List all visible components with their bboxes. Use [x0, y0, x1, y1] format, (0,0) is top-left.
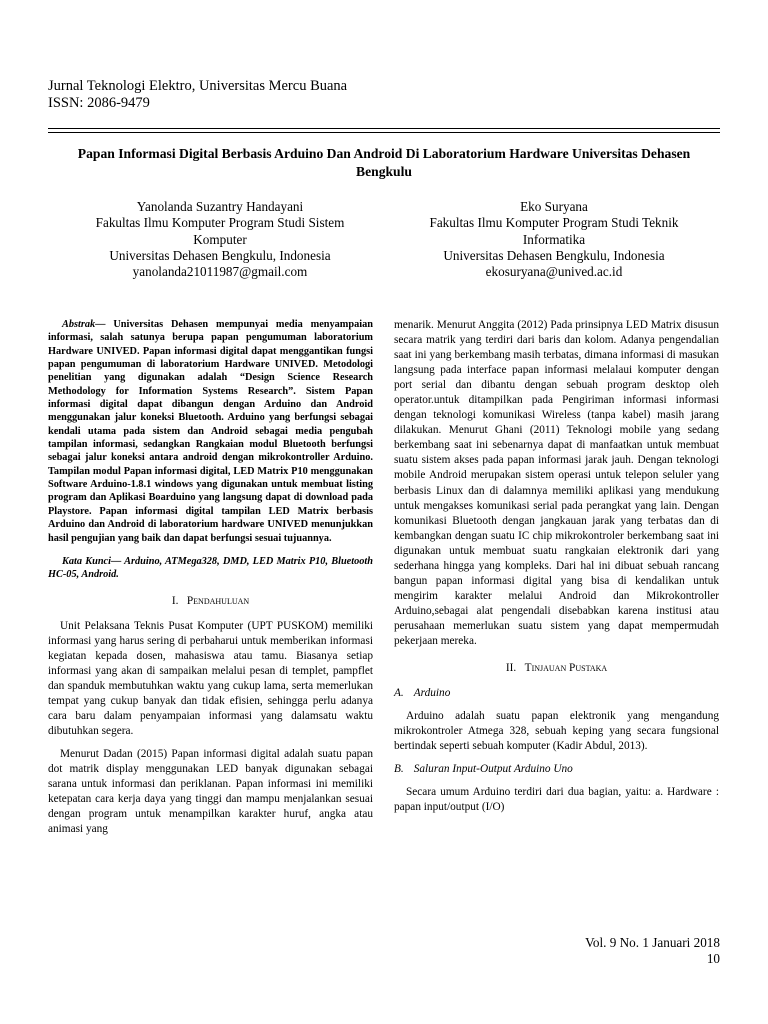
keywords-text: Arduino, ATMega328, DMD, LED Matrix P10, Bluetooth HC-05, Android.: [48, 555, 373, 581]
page-footer: [585, 935, 720, 967]
section-title: Pendahuluan: [186, 594, 250, 607]
abstract-label: Abstrak—: [62, 319, 106, 330]
paragraph: Unit Pelaksana Teknis Pusat Komputer (UPT PUSKOM) memiliki informasi yang harus sering di perbaharui untuk memberikan informasi kegiatan kepada dosen, mahasiswa atau tamu. Biasanya setiap informasi yang akan di sampaikan melalui pesan di templet, pampflet dan spanduk membutuhkan waktu yang cukup lama, serta memerlukan tempat yang cukup banyak dan tidak efisien, sehingga perlu adanya cara baru dalam penyampaian informasi yang dalamsatu waktu dibutuhkan segera.: [48, 619, 373, 737]
footer-volume: Vol. 9 No. 1 Januari 2018: [585, 935, 720, 950]
right-column: [394, 318, 719, 823]
section-number: I.: [171, 594, 179, 607]
author-affiliation: Komputer: [193, 231, 247, 247]
paragraph: Secara umum Arduino terdiri dari dua bagian, yaitu: a. Hardware : papan input/output (I/O): [394, 786, 719, 814]
author-university: Universitas Dehasen Bengkulu, Indonesia: [443, 247, 665, 263]
paragraph: Menurut Dadan (2015) Papan informasi digital adalah suatu papan dot matrik display menggunakan LED banyak digunakan sebagai sarana untuk informasi dan periklanan. Papan informasi ini memiliki ketepatan cara kerja daya yang tinggi dan mampu menjalankan sesuai dengan program untuk menampilkan karakter huruf, angka atau animasi yang: [48, 747, 373, 836]
journal-issn: ISSN: 2086-9479: [48, 95, 150, 111]
header-rule-bottom: [48, 132, 720, 133]
abstract: [48, 318, 373, 545]
author-block-2: [404, 199, 704, 280]
journal-header: [48, 78, 347, 112]
keywords: [48, 555, 373, 582]
paragraph: menarik. Menurut Anggita (2012) Pada prinsipnya LED Matrix disusun secara matrik yang terdiri dari baris dan kolom. Adanya pengendalian saat ini yang berkembang masih terbatas, dimana informasi di masukan langsung pada interface papan informasi melalaui komputer dengan port serial dan dibantu dengan sebuah program desktop oleh operator.untuk ditampilkan pada Pengiriman informasi informasi dengan teknologi komunikasi Wireless (tanpa kabel) masih jarang dilakukan. Menurut Ghani (2011) Teknologi mobile yang sedang berkembang saat ini sebenarnya dapat di manfaatkan untuk membuat suatu sistem akses pada papan informasi jarak jauh. Dengan teknologi mobile Android merupakan sistem operasi untuk telepon seluler yang berbasis Linux dan di dalamnya memiliki aplikasi yang mendukung untuk mengakses komunikasi serial pada perangkat yang lain. Dengan komunikasi Bluetooth dengan jangkauan jarak yang terbatas dan di kembangkan dengan suatu IC chip mikrokontroler berkembang saat ini digunakan untuk membuat suatu rangkaian elektronik dari yang sederhana hingga yang kompleks. Dari hal ini dibuat sebuah rancang bangun papan informasi digital yang bisa di kendalikan untuk mengirim karakter melalui Android dan Mikrokontroller Arduino,sebagai alat pengendali disebabkan karena institusi atau perusahaan memerlukan suatu sistem yang dapat mempermudah pekerjaan mereka.: [394, 319, 719, 647]
subsection-number: A.: [394, 687, 404, 700]
subsection-heading-b: [394, 762, 719, 777]
page-number: 10: [706, 951, 720, 966]
author-affiliation: Fakultas Ilmu Komputer Program Studi Teknik: [429, 215, 679, 231]
abstract-text: Universitas Dehasen mempunyai media menyampaian informasi, salah satunya berupa papan pengumuman laboratorium Hardware UNIVED. Papan informasi digital dapat menggantikan fungsi papan pengumuman di laboratorium Hardware UNIVED. Metodologi penelitian yang digunakan adalah “Design Science Research Methodology for Information Systems Research”. Sistem Papan informasi digital dapat dibangun dengan Arduino dan Android menggunakan jalur koneksi Bluetooth. Arduino yang berfungsi sebagai kendali utama pada sistem dan Android sebagai media pengubah tampilan informasi, sedangkan Rangkaian modul Bluetooth berfungsi sebagai jalur koneksi antara android dengan mikrokontroller Arduino. Tampilan modul Papan informasi digital, LED Matrix P10 menggunakan Software Arduino-1.8.1 windows yang digunakan untuk membuat listing program dan Aplikasi Boarduino yang langsung dapat di download pada Playstore. Papan informasi digital tampilan LED Matrix berbasis Arduino dan Android di laboratorium hardware UNIVED menunjukkan hasil pengujian yang baik dan dapat berfungsi sesuai tujuannya.: [48, 319, 373, 544]
paper-title: Papan Informasi Digital Berbasis Arduino Dan Android Di Laboratorium Hardware Universitas Dehasen Bengkulu: [77, 146, 691, 179]
subsection-title: Saluran Input-Output Arduino Uno: [413, 763, 573, 776]
subsection-title: Arduino: [413, 687, 451, 700]
header-rule-top: [48, 128, 720, 129]
author-affiliation: Fakultas Ilmu Komputer Program Studi Sistem: [95, 215, 345, 231]
left-column: [48, 318, 373, 845]
journal-name: Jurnal Teknologi Elektro, Universitas Mercu Buana: [48, 78, 348, 94]
author-affiliation: Informatika: [522, 231, 586, 247]
section-number: II.: [505, 662, 517, 675]
author-email: ekosuryana@unived.ac.id: [485, 264, 623, 280]
author-university: Universitas Dehasen Bengkulu, Indonesia: [109, 247, 331, 263]
subsection-heading-a: [394, 686, 719, 701]
author-name: Eko Suryana: [520, 199, 588, 214]
paragraph: Arduino adalah suatu papan elektronik yang mengandung mikrokontroler Atmega 328, sebuah keping yang secara fungsional bertindak seperti sebuah komputer (Kadir Abdul, 2013).: [394, 710, 719, 753]
subsection-number: B.: [394, 763, 404, 776]
section-title: Tinjauan Pustaka: [524, 662, 608, 675]
keywords-label: Kata Kunci—: [62, 555, 122, 567]
author-name: Yanolanda Suzantry Handayani: [136, 199, 304, 214]
author-email: yanolanda21011987@gmail.com: [132, 264, 308, 280]
author-block-1: [70, 199, 370, 280]
section-heading-1: [48, 594, 373, 609]
section-heading-2: [394, 661, 719, 676]
